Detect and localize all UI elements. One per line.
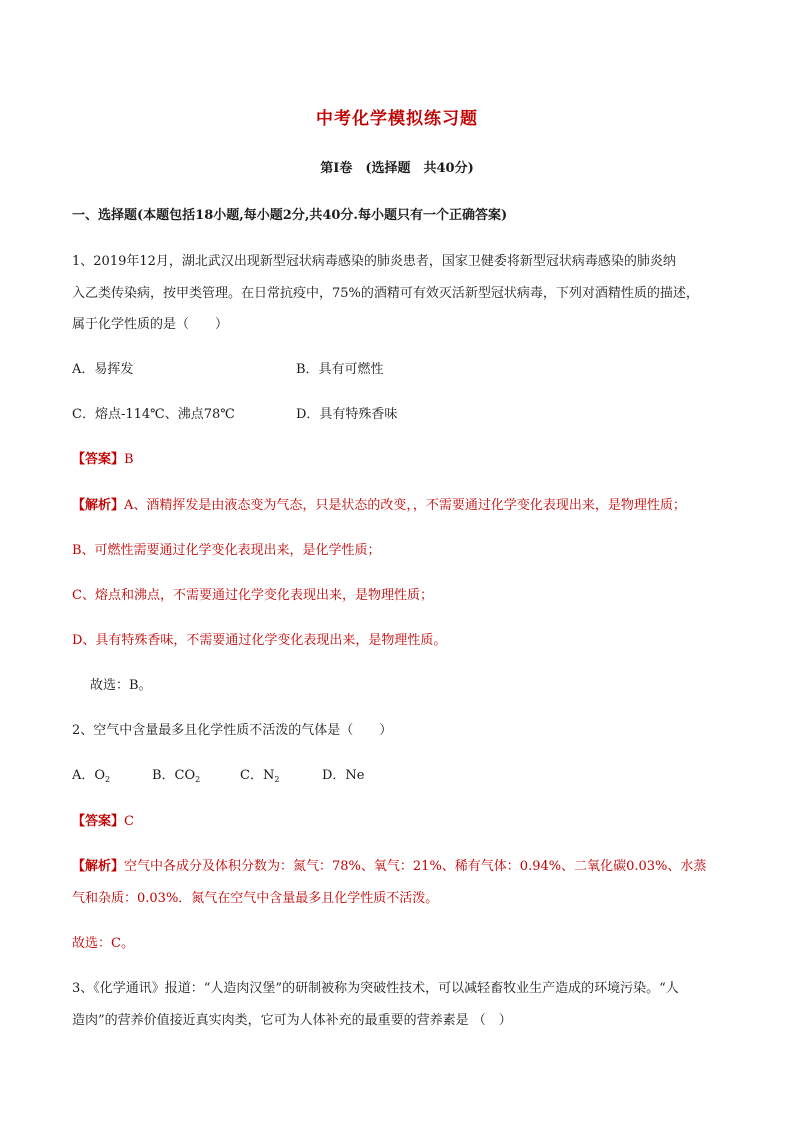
q2-option-b-text: B．CO [152,768,196,783]
q1-stem-line-3: 属于化学性质的是（ ） [72,317,229,332]
q2-option-b-subscript: 2 [195,775,201,784]
q2-option-a-subscript: 2 [105,775,111,784]
q2-analysis-line-1 [72,855,706,874]
q2-analysis-line-2: 气和杂质：0.03%．氮气在空气中含量最多且化学性质不活泼。 [72,891,439,906]
q2-option-c-text: C．N [240,768,275,783]
section-subtitle: 第Ⅰ卷 (选择题 共40分) [320,161,474,176]
q1-stem-line-2: 入乙类传染病，按甲类管理。在日常抗疫中，75%的酒精可有效灭活新型冠状病毒，下列对酒精性质的描述， [72,286,699,301]
q1-analysis-tag: 【解析】 [72,498,125,513]
document-title: 中考化学模拟练习题 [316,109,478,129]
q2-option-c [240,764,279,784]
q3-stem-line-2: 造肉”的营养价值接近真实肉类，它可为人体补充的最重要的营养素是 （ ） [72,1013,512,1028]
q1-stem-line-1: 1、2019年12月，湖北武汉出现新型冠状病毒感染的肺炎患者，国家卫健委将新型冠状病毒感染的肺炎纳 [72,254,676,269]
q1-analysis-d: D、具有特殊香味，不需要通过化学变化表现出来，是物理性质。 [72,633,447,648]
q2-option-a [72,764,110,784]
section-heading: 一、选择题(本题包括18小题,每小题2分,共40分.每小题只有一个正确答案) [72,208,508,223]
q1-answer [72,448,134,467]
q2-option-b [152,764,200,784]
q2-option-c-subscript: 2 [274,775,280,784]
q1-option-c: C．熔点-114℃、沸点78℃ [72,407,235,422]
q2-option-a-text: A．O [72,768,106,783]
q1-analysis-c: C、熔点和沸点，不需要通过化学变化表现出来，是物理性质； [72,588,433,603]
q1-option-a: A．易挥发 [72,362,134,377]
q2-answer [72,810,134,829]
q3-stem-line-1: 3、《化学通讯》报道：“人造肉汉堡”的研制被称为突破性技术，可以减轻畜牧业生产造成的环境污染。“人 [72,981,679,996]
q2-answer-value: C [124,814,134,829]
q1-analysis-b: B、可燃性需要通过化学变化表现出来，是化学性质； [72,543,381,558]
q2-analysis-line-1-text: 空气中各成分及体积分数为：氮气：78%、氧气：21%、稀有气体：0.94%、二氧化碳0.03%、水蒸 [124,859,707,874]
q1-answer-value: B [124,452,134,467]
q1-analysis-a-text: A、酒精挥发是由液态变为气态，只是状态的改变，，不需要通过化学变化表现出来，是物理性质； [124,498,686,513]
q1-answer-tag: 【答案】 [72,452,125,467]
q1-option-d: D．具有特殊香味 [296,407,398,422]
q2-analysis-tag: 【解析】 [72,859,125,874]
q1-option-b: B．具有可燃性 [296,362,384,377]
q2-stem: 2、空气中含量最多且化学性质不活泼的气体是（ ） [72,723,393,738]
q1-analysis-a [72,494,686,513]
q1-conclusion: 故选：B。 [90,678,152,693]
q2-option-d: D．Ne [322,768,365,783]
q2-answer-tag: 【答案】 [72,814,125,829]
q2-conclusion: 故选：C。 [72,936,134,951]
